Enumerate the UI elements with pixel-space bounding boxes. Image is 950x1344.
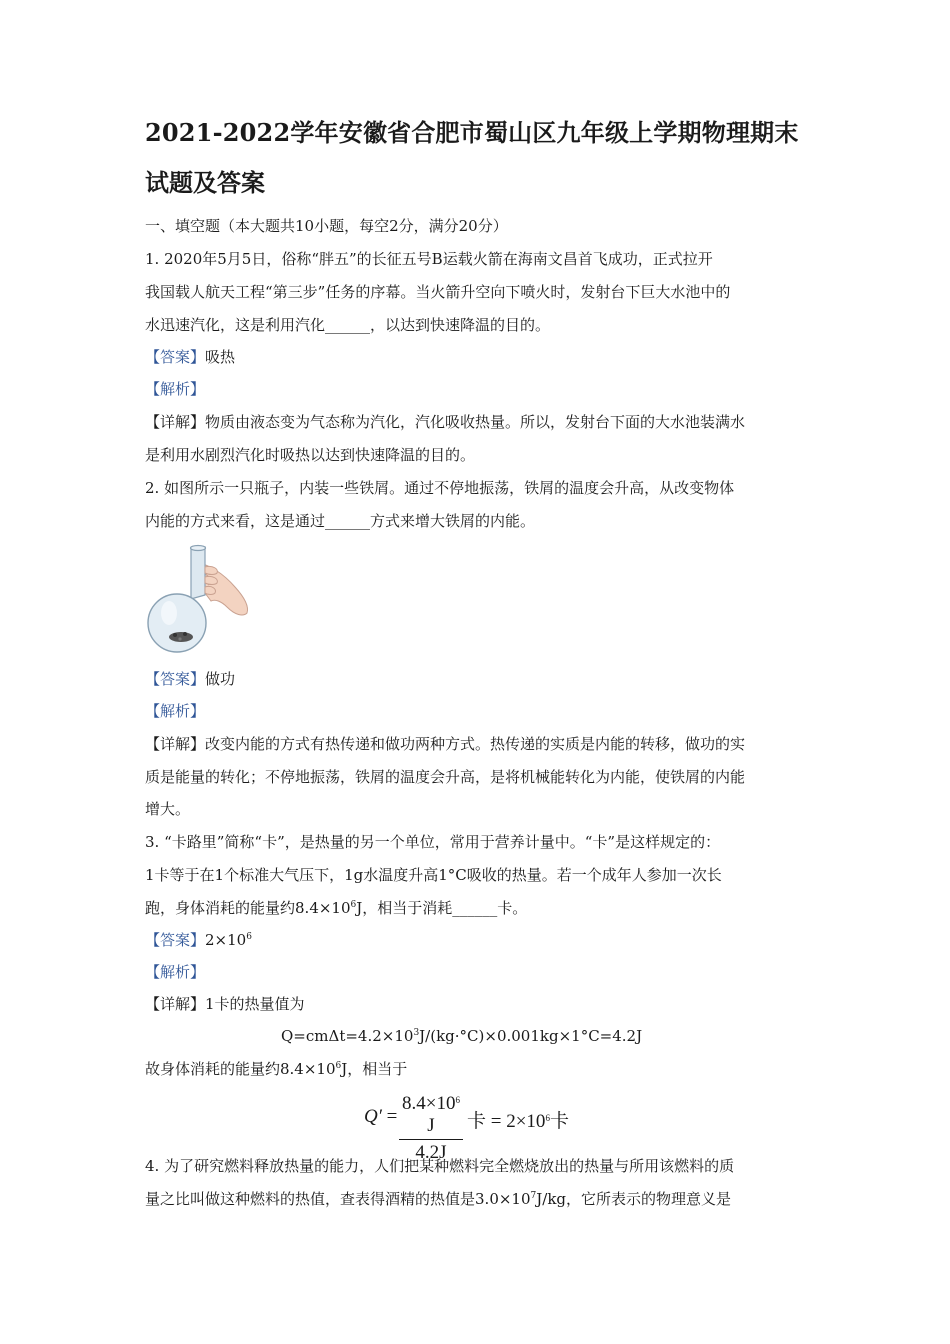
q2-analysis-label: 【解析】 xyxy=(145,702,206,720)
q2-detail xyxy=(145,736,745,753)
eq2-numerator xyxy=(399,1093,463,1137)
eq2-lhs xyxy=(364,1106,397,1128)
eq2-num-exponent: 6 xyxy=(455,1095,460,1105)
eq2-equals: = xyxy=(381,1106,398,1127)
q4-text-line1: 4. 为了研究燃料释放热量的能力，人们把某种燃料完全燃烧放出的热量与所用该燃料的质 xyxy=(145,1157,735,1175)
fraction-bar xyxy=(399,1139,463,1140)
q2-detail-line2: 质是能量的转化；不停地振荡，铁屑的温度会升高，是将机械能转化为内能，使铁屑的内能 xyxy=(145,768,746,786)
eq2-result xyxy=(467,1106,569,1133)
q3-equation-fraction xyxy=(364,1093,614,1163)
eq2-num-unit: J xyxy=(427,1115,435,1136)
q2-detail-line3: 增大。 xyxy=(145,800,191,818)
detail-label: 【详解】 xyxy=(145,735,206,753)
q4-line2-exponent: 7 xyxy=(530,1191,537,1201)
q4-text-line2 xyxy=(145,1191,731,1208)
eq2-result-exponent: 6 xyxy=(545,1113,550,1123)
answer-label: 【答案】 xyxy=(145,670,206,688)
q1-detail xyxy=(145,414,745,431)
q1-answer-value: 吸热 xyxy=(205,348,236,366)
q3-detail2-part2: J，相当于 xyxy=(341,1060,408,1078)
eq2-num-base: 8.4×10 xyxy=(402,1093,456,1114)
q3-analysis-label: 【解析】 xyxy=(145,963,206,981)
q2-answer xyxy=(145,671,235,688)
eq2-result-part1: 卡 = 2×10 xyxy=(467,1111,546,1132)
q3-text-line2: 1卡等于在1个标准大气压下，1g水温度升高1°C吸收的热量。若一个成年人参加一次长 xyxy=(145,866,722,884)
q4-line2-part1: 量之比叫做这种燃料的热值，查表得酒精的热值是3.0×10 xyxy=(145,1190,531,1208)
q3-text-line1: 3. “卡路里”简称“卡”，是热量的另一个单位，常用于营养计量中。“卡”是这样规定的： xyxy=(145,833,721,851)
q3-line3-part2: J，相当于消耗______卡。 xyxy=(356,899,528,917)
answer-label: 【答案】 xyxy=(145,348,206,366)
eq1-part1: Q=cmΔt=4.2×10 xyxy=(281,1027,414,1045)
q3-line3-exponent: 6 xyxy=(350,900,357,910)
document-title-line2: 试题及答案 xyxy=(145,168,265,197)
answer-label: 【答案】 xyxy=(145,931,206,949)
q1-analysis-label: 【解析】 xyxy=(145,380,206,398)
q1-answer xyxy=(145,349,235,366)
q4-line2-part2: J/kg，它所表示的物理意义是 xyxy=(536,1190,732,1208)
eq2-lhs-symbol: Q′ xyxy=(364,1106,382,1127)
document-title-line1: 2021-2022学年安徽省合肥市蜀山区九年级上学期物理期末 xyxy=(145,118,799,147)
q3-detail2-part1: 故身体消耗的能量约8.4×10 xyxy=(145,1060,336,1078)
section-heading: 一、填空题（本大题共10小题，每空2分，满分20分） xyxy=(145,217,508,235)
q3-answer-exponent: 6 xyxy=(246,932,252,942)
flask-with-iron-filings-image xyxy=(143,543,253,655)
q2-answer-value: 做功 xyxy=(205,670,236,688)
q3-detail-line2 xyxy=(145,1061,407,1078)
eq1-exponent: 3 xyxy=(413,1028,420,1038)
q1-detail-line1: 物质由液态变为气态称为汽化，汽化吸收热量。所以，发射台下面的大水池装满水 xyxy=(205,413,746,431)
q2-text-line1: 2. 如图所示一只瓶子，内装一些铁屑。通过不停地振荡，铁屑的温度会升高，从改变物体 xyxy=(145,479,735,497)
q2-text-line2: 内能的方式来看，这是通过______方式来增大铁屑的内能。 xyxy=(145,512,536,530)
q1-text-line1: 1. 2020年5月5日，俗称“胖五”的长征五号B运载火箭在海南文昌首飞成功，正式拉开 xyxy=(145,250,713,268)
q1-text-line3: 水迅速汽化，这是利用汽化______，以达到快速降温的目的。 xyxy=(145,316,551,334)
q3-detail xyxy=(145,996,305,1013)
eq1-part2: J/(kg·°C)×0.001kg×1°C=4.2J xyxy=(419,1027,643,1045)
q3-text-line3 xyxy=(145,900,527,917)
q2-detail-line1: 改变内能的方式有热传递和做功两种方式。热传递的实质是内能的转移，做功的实 xyxy=(205,735,746,753)
eq2-result-part2: 卡 xyxy=(549,1111,569,1132)
q3-detail-line1: 1卡的热量值为 xyxy=(205,995,305,1013)
eq2-denominator: 4.2J xyxy=(415,1142,447,1163)
q3-answer-base: 2×10 xyxy=(205,931,247,949)
q3-equation-heat xyxy=(281,1028,642,1045)
q1-detail-line2: 是利用水剧烈汽化时吸热以达到快速降温的目的。 xyxy=(145,446,476,464)
q3-line3-part1: 跑，身体消耗的能量约8.4×10 xyxy=(145,899,351,917)
q3-detail2-exponent: 6 xyxy=(335,1061,342,1071)
q1-text-line2: 我国载人航天工程“第三步”任务的序幕。当火箭升空向下喷火时，发射台下巨大水池中的 xyxy=(145,283,731,301)
q3-answer xyxy=(145,932,252,949)
detail-label: 【详解】 xyxy=(145,995,206,1013)
eq2-fraction xyxy=(399,1093,463,1164)
detail-label: 【详解】 xyxy=(145,413,206,431)
